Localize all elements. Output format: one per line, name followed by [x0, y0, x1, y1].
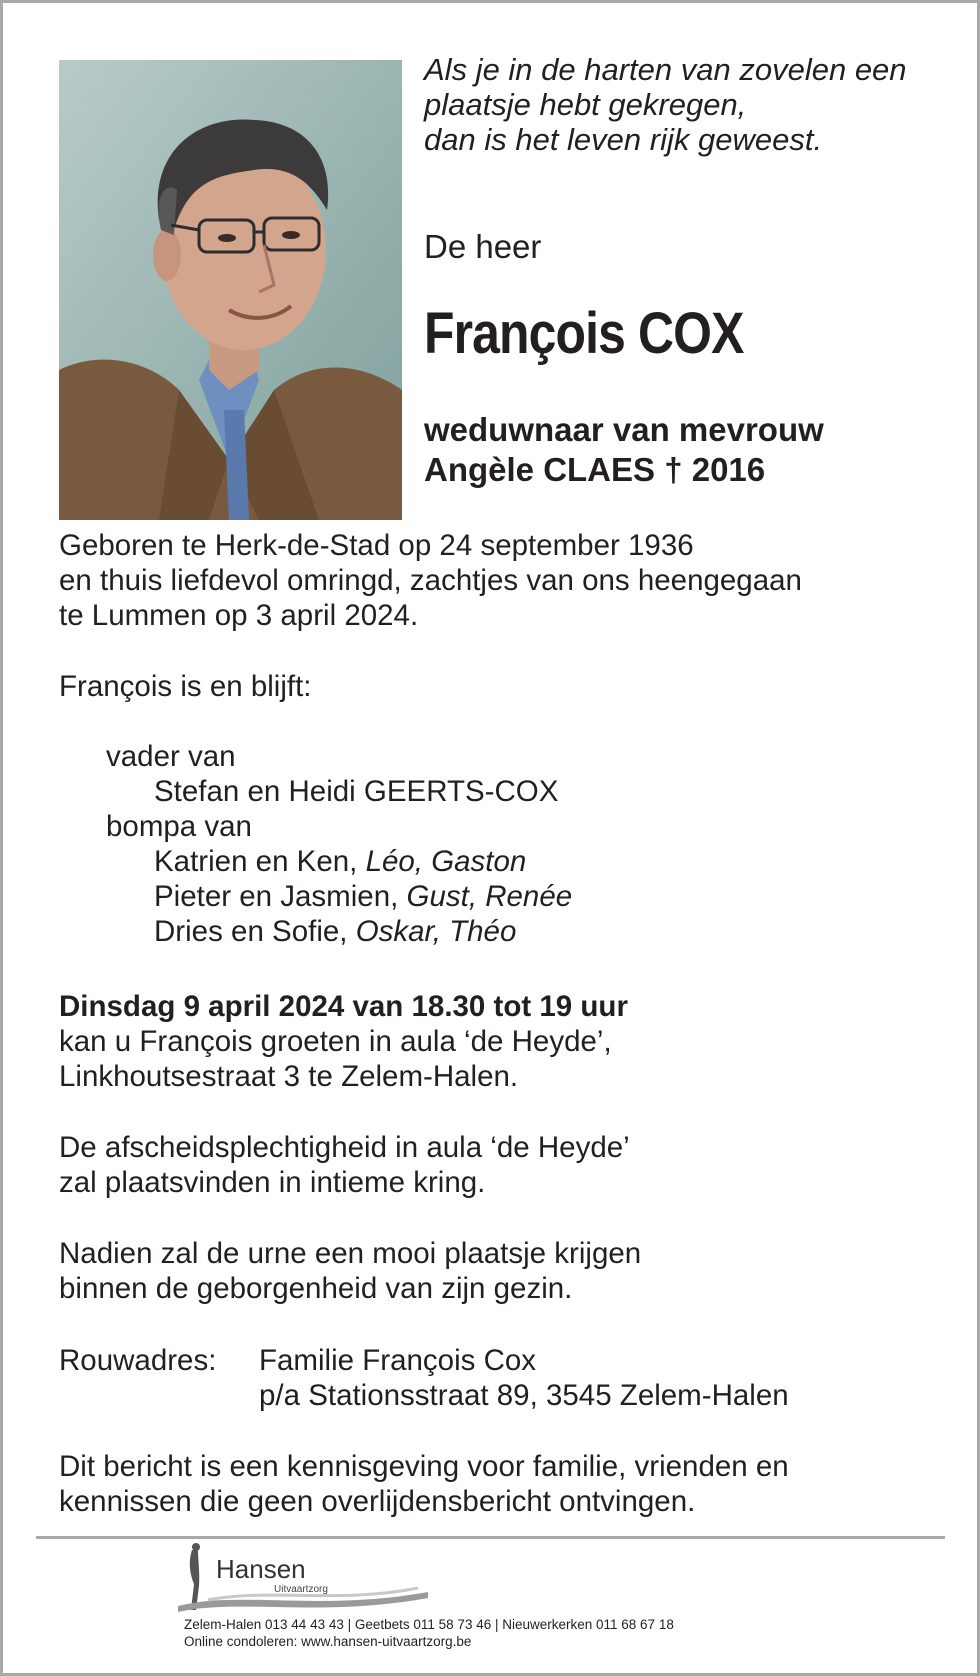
text-line: De afscheidsplechtigheid in aula ‘de Heyde’	[59, 1131, 630, 1164]
text-line: binnen de geborgenheid van zijn gezin.	[59, 1272, 573, 1305]
grandchildren-names: Oskar, Théo	[355, 915, 517, 948]
family-intro: François is en blijft:	[59, 670, 312, 703]
grandpa-label: bompa van	[106, 810, 252, 843]
parent-couple: Katrien en Ken,	[154, 845, 358, 878]
address-label: Rouwadres:	[59, 1344, 217, 1377]
notice-text	[59, 1449, 789, 1519]
footer-contact	[184, 1616, 674, 1650]
portrait-photo	[59, 60, 402, 520]
deceased-name: François COX	[424, 301, 744, 366]
grandchildren-names: Gust, Renée	[406, 880, 573, 913]
salutation: De heer	[424, 228, 542, 265]
text-line: te Lummen op 3 april 2024.	[59, 599, 419, 632]
text-line: Linkhoutsestraat 3 te Zelem-Halen.	[59, 1060, 519, 1093]
urn-text	[59, 1236, 641, 1306]
parent-couple: Pieter en Jasmien,	[154, 880, 399, 913]
text-line: zal plaatsvinden in intieme kring.	[59, 1166, 486, 1199]
memorial-quote	[424, 52, 954, 157]
quote-line: plaatsje hebt gekregen,	[424, 87, 747, 122]
widow-line: weduwnaar van mevrouw	[424, 411, 824, 448]
grandchildren-names: Léo, Gaston	[365, 845, 527, 878]
widow-line: Angèle CLAES † 2016	[424, 451, 766, 488]
address-line: Familie François Cox	[259, 1344, 537, 1377]
text-line: kennissen die geen overlijdensbericht ontvingen.	[59, 1485, 696, 1518]
portrait-illustration	[59, 60, 402, 520]
visitation-text	[59, 989, 628, 1094]
text-line: kan u François groeten in aula ‘de Heyde’,	[59, 1025, 612, 1058]
address-value	[259, 1343, 789, 1413]
text-line: en thuis liefdevol omringd, zachtjes van ons heengegaan	[59, 564, 802, 597]
quote-line: Als je in de harten van zovelen een	[424, 52, 907, 87]
grandchildren-row	[59, 879, 572, 914]
text-line: Dit bericht is een kennisgeving voor familie, vrienden en	[59, 1450, 789, 1483]
funeral-home-logo	[178, 1542, 438, 1614]
grandchildren-row	[59, 844, 572, 879]
footer-website: Online condoleren: www.hansen-uitvaartzorg.be	[184, 1634, 472, 1649]
family-section	[59, 669, 572, 949]
divider	[36, 1536, 945, 1539]
logo-subtitle: Uitvaartzorg	[274, 1584, 328, 1595]
quote-line: dan is het leven rijk geweest.	[424, 122, 823, 157]
text-line: Nadien zal de urne een mooi plaatsje krijgen	[59, 1237, 642, 1270]
logo-name: Hansen	[216, 1554, 306, 1584]
children-names: Stefan en Heidi GEERTS-COX	[154, 775, 559, 808]
footer-phones: Zelem-Halen 013 44 43 43 | Geetbets 011 58 73 46 | Nieuwerkerken 011 68 67 18	[184, 1617, 674, 1632]
text-line: Geboren te Herk-de-Stad op 24 september 1936	[59, 529, 694, 562]
widower-of	[424, 410, 824, 490]
father-label: vader van	[106, 740, 236, 773]
grandchildren-row	[59, 914, 572, 949]
visitation-date: Dinsdag 9 april 2024 van 18.30 tot 19 uur	[59, 990, 628, 1023]
ceremony-text	[59, 1130, 630, 1200]
parent-couple: Dries en Sofie,	[154, 915, 348, 948]
address-line: p/a Stationsstraat 89, 3545 Zelem-Halen	[259, 1379, 789, 1412]
birth-death-text	[59, 528, 802, 633]
